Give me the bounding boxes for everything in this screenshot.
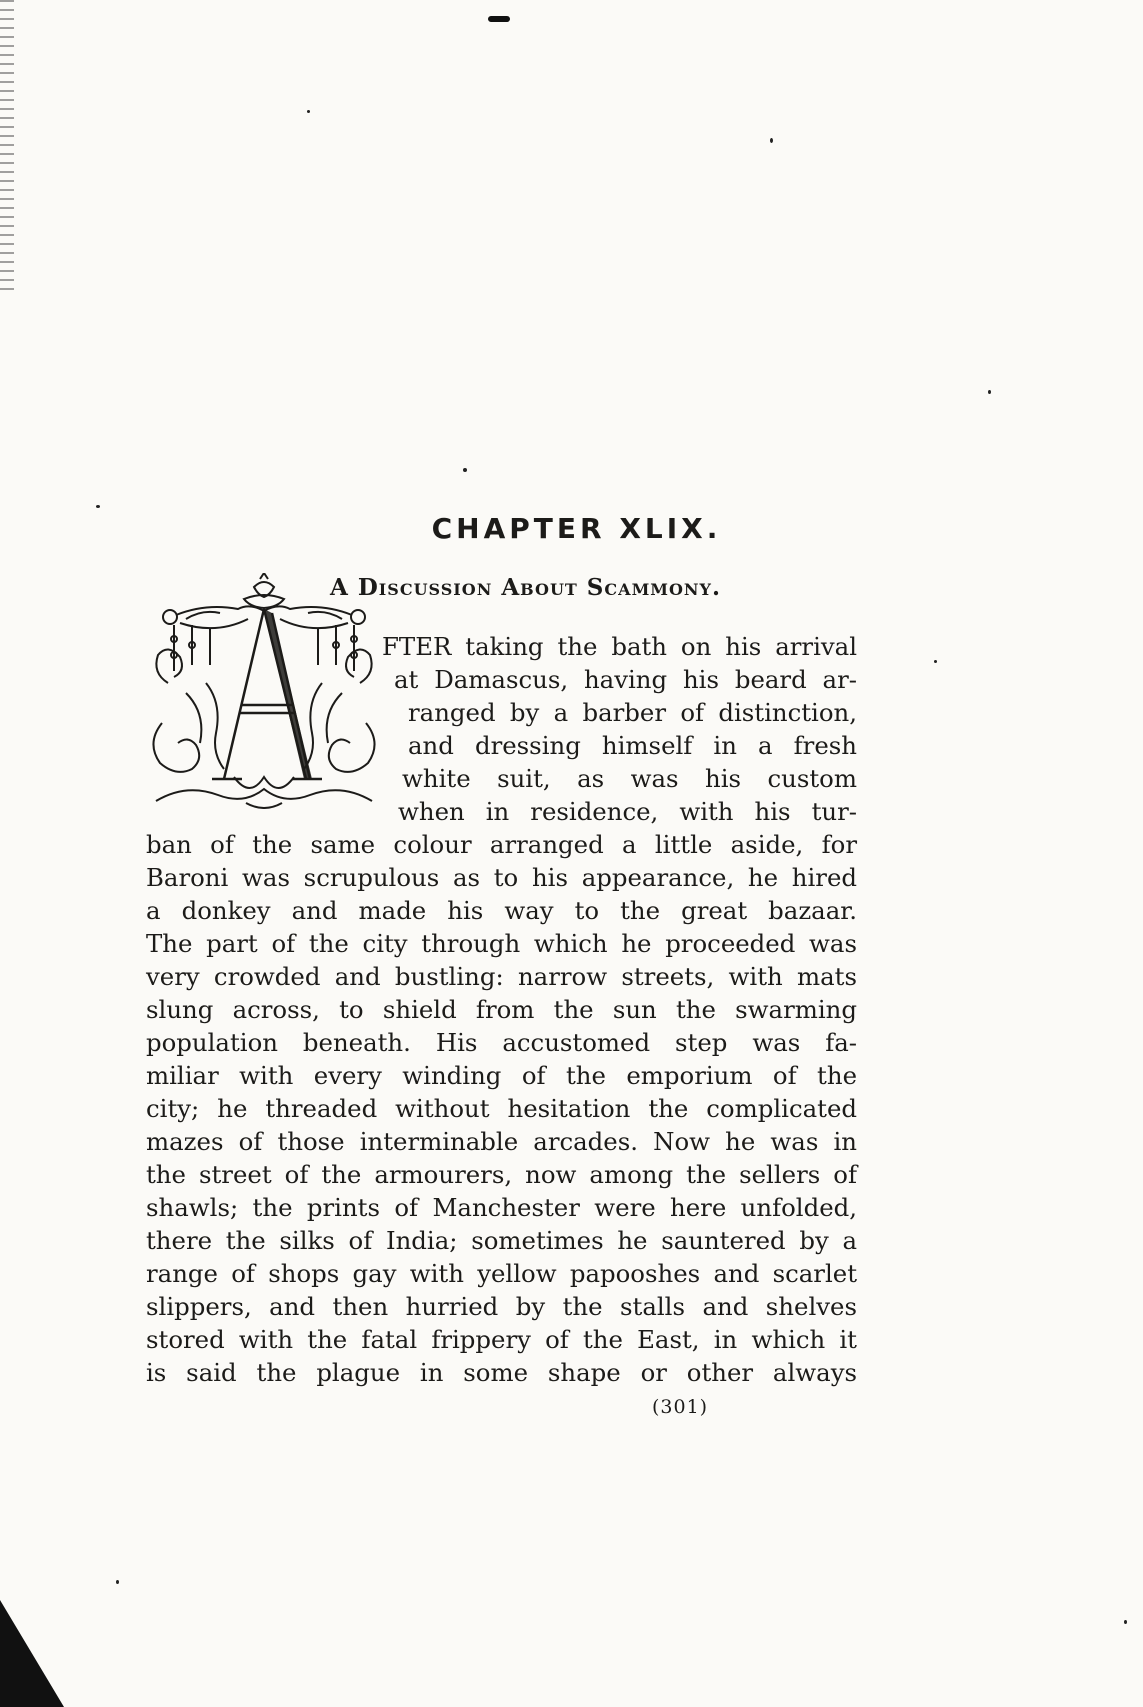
text-line: mazes of those interminable arcades. Now he was in	[146, 1127, 857, 1156]
page-number: (301)	[652, 1396, 709, 1418]
text-line: very crowded and bustling: narrow streets, with mats	[146, 962, 857, 991]
text-line: population beneath. His accustomed step was fa-	[146, 1028, 857, 1057]
chapter-title: CHAPTER XLIX.	[431, 512, 722, 545]
scan-speck	[988, 390, 991, 394]
text-line: FTER taking the bath on his arrival	[382, 632, 857, 661]
ornamental-drop-cap	[146, 573, 392, 809]
scan-speck	[934, 660, 937, 663]
text-line: Baroni was scrupulous as to his appearance, he hired	[146, 863, 857, 892]
text-line: slippers, and then hurried by the stalls and shelves	[146, 1292, 857, 1321]
page-edge-shadow	[0, 0, 14, 290]
text-line: slung across, to shield from the sun the swarming	[146, 995, 857, 1024]
text-line: is said the plague in some shape or other always	[146, 1358, 857, 1387]
scan-speck	[463, 468, 467, 472]
text-line: stored with the fatal frippery of the East, in which it	[146, 1325, 857, 1354]
scan-speck	[307, 110, 310, 113]
scan-speck	[770, 138, 773, 143]
scan-speck	[1124, 1620, 1127, 1624]
text-line: there the silks of India; sometimes he sauntered by a	[146, 1226, 857, 1255]
text-line: when in residence, with his tur-	[398, 797, 857, 826]
text-line: range of shops gay with yellow papooshes and scarlet	[146, 1259, 857, 1288]
chapter-subtitle: A Discussion About Scammony.	[330, 574, 721, 601]
text-line: ban of the same colour arranged a little aside, for	[146, 830, 857, 859]
text-line: a donkey and made his way to the great bazaar.	[146, 896, 857, 925]
page-corner-shadow	[0, 1600, 64, 1707]
text-line: miliar with every winding of the emporium of the	[146, 1061, 857, 1090]
ink-mark	[488, 16, 510, 22]
text-line: shawls; the prints of Manchester were here unfolded,	[146, 1193, 857, 1222]
text-line: at Damascus, having his beard ar-	[394, 665, 857, 694]
scan-speck	[96, 505, 100, 508]
text-line: city; he threaded without hesitation the complicated	[146, 1094, 857, 1123]
text-line: and dressing himself in a fresh	[408, 731, 857, 760]
text-line: the street of the armourers, now among the sellers of	[146, 1160, 857, 1189]
text-line: white suit, as was his custom	[402, 764, 857, 793]
text-line: ranged by a barber of distinction,	[408, 698, 857, 727]
scan-speck	[116, 1580, 119, 1584]
text-line: The part of the city through which he proceeded was	[146, 929, 857, 958]
